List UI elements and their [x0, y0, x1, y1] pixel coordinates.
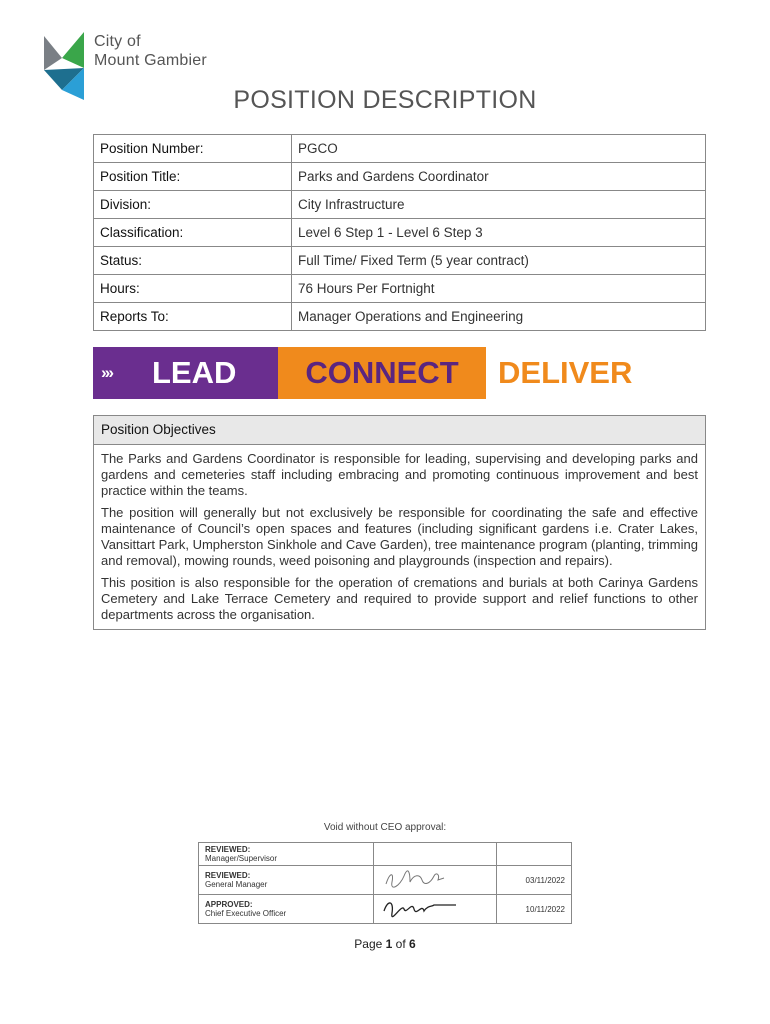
- banner-deliver: DELIVER: [498, 355, 633, 390]
- info-label: Reports To:: [94, 303, 292, 331]
- info-value: Manager Operations and Engineering: [292, 303, 706, 331]
- info-value: Level 6 Step 1 - Level 6 Step 3: [292, 219, 706, 247]
- info-row: [94, 191, 706, 219]
- signature-cell: [374, 895, 497, 924]
- banner-connect: CONNECT: [278, 347, 486, 399]
- approval-date: 10/11/2022: [497, 895, 572, 924]
- approval-row: REVIEWED: General Manager 03/11/2022: [199, 866, 572, 895]
- objectives-heading: Position Objectives: [94, 416, 705, 445]
- info-label: Division:: [94, 191, 292, 219]
- arrows-icon: ›››: [101, 363, 112, 382]
- logo-wordmark: City of Mount Gambier: [94, 33, 207, 69]
- signature-cell: [374, 866, 497, 895]
- banner-lead: ››› LEAD: [93, 347, 278, 399]
- info-value: Full Time/ Fixed Term (5 year contract): [292, 247, 706, 275]
- info-row: [94, 163, 706, 191]
- info-row: [94, 247, 706, 275]
- document-title: POSITION DESCRIPTION: [233, 86, 537, 114]
- objectives-body: [94, 445, 705, 629]
- page-number: Page 1 of 6: [354, 937, 416, 951]
- info-label: Position Number:: [94, 135, 292, 163]
- objective-paragraph: This position is also responsible for the operation of cremations and burials at both Carinya Gardens Cemetery and Lake Terrace Cemetery and required to provide support and relief functions to other departments across the organisation.: [101, 575, 698, 622]
- approval-table: [198, 842, 572, 924]
- info-row: [94, 303, 706, 331]
- info-row: [94, 219, 706, 247]
- signature-icon: [380, 868, 450, 890]
- info-value: 76 Hours Per Fortnight: [292, 275, 706, 303]
- info-value: PGCO: [292, 135, 706, 163]
- approval-row: APPROVED: Chief Executive Officer 10/11/2022: [199, 895, 572, 924]
- info-label: Position Title:: [94, 163, 292, 191]
- values-banner: [93, 347, 693, 399]
- approval-date: 03/11/2022: [497, 866, 572, 895]
- objective-paragraph: The position will generally but not exclusively be responsible for coordinating the safe and effective maintenance of Council’s open spaces and features (including significant gardens i.e. Crater Lakes, Vansittart Park, Umpherston Sinkhole and Cave Garden), tree maintenance program (planting, trimming and removal), mowing rounds, weed poisoning and playgrounds (inspection and repairs).: [101, 505, 698, 568]
- signature-cell: [374, 843, 497, 866]
- objective-paragraph: The Parks and Gardens Coordinator is responsible for leading, supervising and developing parks and gardens and cemeteries staff including embracing and promoting continuous improvement and best practice within the teams.: [101, 451, 698, 498]
- info-label: Classification:: [94, 219, 292, 247]
- approval-date: [497, 843, 572, 866]
- info-row: [94, 135, 706, 163]
- signature-icon: [380, 897, 460, 919]
- position-info-table: [93, 134, 706, 331]
- position-objectives: [93, 415, 706, 630]
- info-row: [94, 275, 706, 303]
- approval-row: REVIEWED: Manager/Supervisor: [199, 843, 572, 866]
- ceo-approval-note: Void without CEO approval:: [323, 822, 447, 833]
- info-value: City Infrastructure: [292, 191, 706, 219]
- info-label: Status:: [94, 247, 292, 275]
- info-value: Parks and Gardens Coordinator: [292, 163, 706, 191]
- info-label: Hours:: [94, 275, 292, 303]
